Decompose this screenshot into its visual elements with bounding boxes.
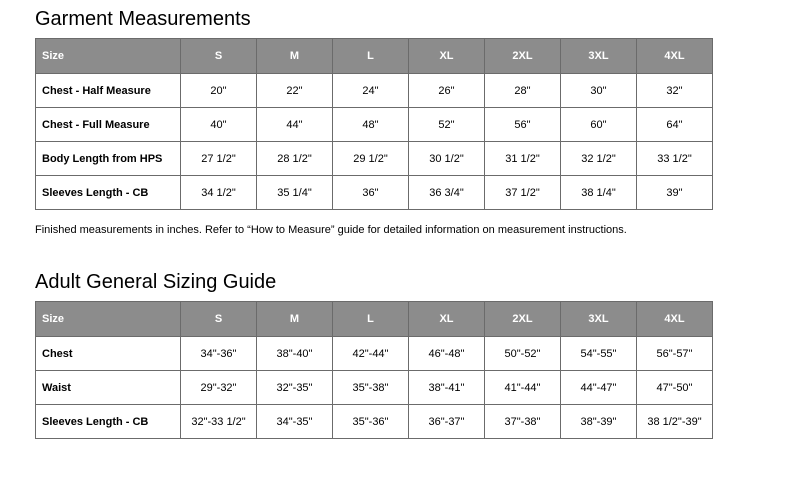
table-cell: 56" [485, 108, 561, 142]
table-cell: 26" [409, 74, 485, 108]
table-cell: 48" [333, 108, 409, 142]
table-cell: 44"-47" [561, 371, 637, 405]
row-label: Body Length from HPS [36, 142, 181, 176]
table-cell: 60" [561, 108, 637, 142]
row-label: Chest - Half Measure [36, 74, 181, 108]
garment-measurements-table [35, 38, 713, 210]
table-header-row [36, 302, 713, 337]
table-cell: 44" [257, 108, 333, 142]
header-size-s: S [181, 302, 257, 337]
table-cell: 28 1/2" [257, 142, 333, 176]
table-row [36, 108, 713, 142]
table-cell: 34"-36" [181, 337, 257, 371]
table-cell: 30 1/2" [409, 142, 485, 176]
table-cell: 47"-50" [637, 371, 713, 405]
table-cell: 54"-55" [561, 337, 637, 371]
table-cell: 27 1/2" [181, 142, 257, 176]
header-size-label: Size [36, 302, 181, 337]
table-cell: 42"-44" [333, 337, 409, 371]
table-row [36, 176, 713, 210]
header-size-xl: XL [409, 302, 485, 337]
row-label: Chest [36, 337, 181, 371]
header-size-2xl: 2XL [485, 39, 561, 74]
adult-sizing-guide-table [35, 301, 713, 439]
table-cell: 37"-38" [485, 405, 561, 439]
table-cell: 35"-38" [333, 371, 409, 405]
table-cell: 36 3/4" [409, 176, 485, 210]
table-row [36, 74, 713, 108]
table-cell: 38"-40" [257, 337, 333, 371]
adult-sizing-guide-title: Adult General Sizing Guide [35, 271, 277, 293]
table-cell: 22" [257, 74, 333, 108]
table-cell: 38"-39" [561, 405, 637, 439]
table-cell: 41"-44" [485, 371, 561, 405]
header-size-xl: XL [409, 39, 485, 74]
table-cell: 36" [333, 176, 409, 210]
table-cell: 38 1/4" [561, 176, 637, 210]
table-cell: 32 1/2" [561, 142, 637, 176]
table-cell: 50"-52" [485, 337, 561, 371]
table-cell: 36"-37" [409, 405, 485, 439]
table-cell: 30" [561, 74, 637, 108]
table-cell: 28" [485, 74, 561, 108]
table-cell: 40" [181, 108, 257, 142]
header-size-label: Size [36, 39, 181, 74]
row-label: Waist [36, 371, 181, 405]
table-cell: 29"-32" [181, 371, 257, 405]
header-size-m: M [257, 39, 333, 74]
table-cell: 52" [409, 108, 485, 142]
table-cell: 33 1/2" [637, 142, 713, 176]
table-cell: 38"-41" [409, 371, 485, 405]
header-size-s: S [181, 39, 257, 74]
table-row [36, 371, 713, 405]
row-label: Sleeves Length - CB [36, 405, 181, 439]
row-label: Chest - Full Measure [36, 108, 181, 142]
table-cell: 24" [333, 74, 409, 108]
header-size-m: M [257, 302, 333, 337]
table-cell: 32"-35" [257, 371, 333, 405]
table-cell: 35 1/4" [257, 176, 333, 210]
table-cell: 29 1/2" [333, 142, 409, 176]
header-size-2xl: 2XL [485, 302, 561, 337]
table-cell: 35"-36" [333, 405, 409, 439]
table-cell: 20" [181, 74, 257, 108]
table-cell: 32"-33 1/2" [181, 405, 257, 439]
header-size-3xl: 3XL [561, 39, 637, 74]
table-cell: 56"-57" [637, 337, 713, 371]
header-size-4xl: 4XL [637, 302, 713, 337]
table-cell: 32" [637, 74, 713, 108]
table-row [36, 337, 713, 371]
measurement-footnote: Finished measurements in inches. Refer to “How to Measure” guide for detailed information on measurement instructions. [35, 224, 627, 236]
header-size-4xl: 4XL [637, 39, 713, 74]
header-size-l: L [333, 302, 409, 337]
table-row [36, 405, 713, 439]
table-cell: 31 1/2" [485, 142, 561, 176]
header-size-3xl: 3XL [561, 302, 637, 337]
table-row [36, 142, 713, 176]
table-cell: 39" [637, 176, 713, 210]
table-cell: 37 1/2" [485, 176, 561, 210]
table-cell: 64" [637, 108, 713, 142]
row-label: Sleeves Length - CB [36, 176, 181, 210]
garment-measurements-title: Garment Measurements [35, 8, 251, 30]
table-cell: 38 1/2"-39" [637, 405, 713, 439]
table-cell: 34"-35" [257, 405, 333, 439]
table-header-row [36, 39, 713, 74]
table-cell: 34 1/2" [181, 176, 257, 210]
header-size-l: L [333, 39, 409, 74]
table-cell: 46"-48" [409, 337, 485, 371]
